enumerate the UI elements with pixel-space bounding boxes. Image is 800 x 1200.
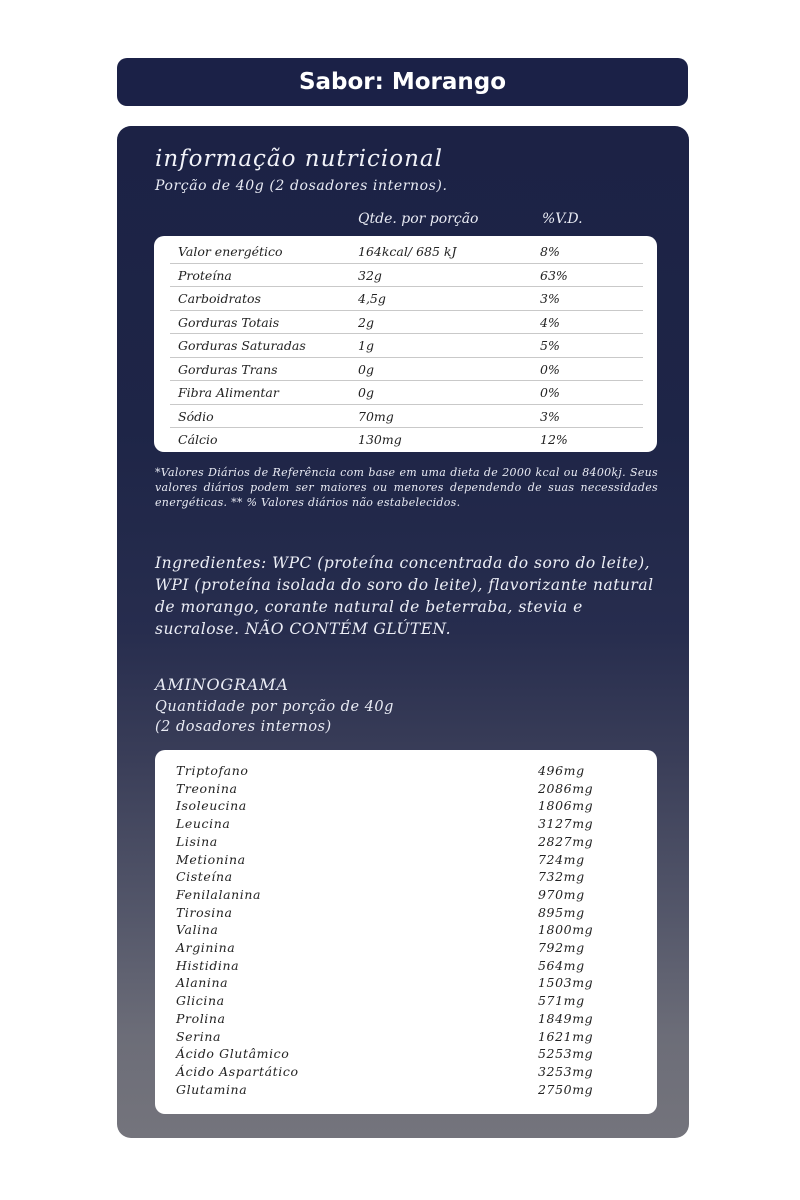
table-row [170, 357, 643, 382]
serving-size: Porção de 40g (2 dosadores internos). [155, 178, 448, 194]
nutrient-quantity: 2g [358, 314, 374, 330]
nutrient-name: Gorduras Saturadas [178, 338, 306, 353]
table-row [170, 263, 643, 288]
aminogram-table [155, 750, 657, 1114]
aminogram-subtitle-line: (2 dosadores internos) [155, 719, 332, 735]
amino-acid-value: 1806mg [538, 798, 594, 814]
nutrition-title: informação nutricional [155, 146, 443, 172]
table-row [170, 404, 643, 429]
nutrient-name: Cálcio [178, 432, 218, 447]
nutrient-daily-value: 3% [540, 291, 560, 306]
amino-acid-value: 724mg [538, 851, 585, 867]
table-row [170, 286, 643, 311]
aminogram-title: AMINOGRAMA [155, 675, 289, 694]
nutrient-name: Fibra Alimentar [178, 385, 279, 400]
table-row [176, 993, 636, 1011]
nutrition-panel [117, 126, 689, 1138]
table-row [176, 852, 636, 870]
aminogram-subtitle [155, 697, 394, 737]
amino-acid-name: Triptofano [176, 763, 249, 778]
nutrient-name: Sódio [178, 408, 214, 424]
flavor-label: Sabor: Morango [298, 69, 507, 95]
flavor-header [117, 58, 688, 106]
nutrient-name: Carboidratos [178, 291, 261, 306]
amino-acid-value: 2750mg [538, 1081, 594, 1097]
amino-acid-value: 3253mg [538, 1063, 594, 1079]
nutrient-quantity: 70mg [358, 408, 394, 424]
nutrient-name: Proteína [178, 267, 232, 283]
table-row [176, 922, 636, 940]
amino-acid-name: Cisteína [176, 869, 233, 885]
amino-acid-name: Glicina [176, 993, 225, 1009]
table-row [176, 798, 636, 816]
table-row [176, 1011, 636, 1029]
amino-acid-name: Leucina [176, 816, 231, 832]
table-row [176, 905, 636, 923]
nutrient-quantity: 4,5g [358, 291, 386, 306]
nutrient-daily-value: 0% [540, 361, 560, 377]
table-row [170, 427, 643, 451]
amino-acid-value: 3127mg [538, 816, 594, 832]
table-row [170, 310, 643, 335]
nutrient-daily-value: 12% [540, 432, 568, 447]
table-row [176, 781, 636, 799]
table-row [176, 816, 636, 834]
amino-acid-name: Ácido Aspartático [176, 1063, 299, 1079]
table-row [176, 1064, 636, 1082]
amino-acid-name: Lisina [176, 833, 218, 849]
nutrient-daily-value: 63% [540, 267, 568, 283]
nutrition-table [154, 236, 657, 452]
table-row [176, 1082, 636, 1100]
amino-acid-value: 564mg [538, 957, 585, 973]
ingredients-text: Ingredientes: WPC (proteína concentrada do soro do leite), WPI (proteína isolada do soro do leite), flavorizante natural de morango, corante natural de beterraba, stevia e sucralose. NÃO CONTÉM GLÚTEN. [155, 554, 654, 638]
nutrient-daily-value: 5% [540, 338, 560, 353]
amino-acid-value: 5253mg [538, 1046, 594, 1062]
nutrient-daily-value: 3% [540, 408, 560, 424]
amino-acid-name: Treonina [176, 780, 238, 796]
amino-acid-value: 1849mg [538, 1010, 594, 1026]
nutrient-quantity: 0g [358, 361, 374, 377]
amino-acid-value: 2827mg [538, 833, 594, 849]
table-row [176, 1029, 636, 1047]
amino-acid-name: Isoleucina [176, 798, 247, 814]
amino-acid-name: Ácido Glutâmico [176, 1046, 290, 1062]
nutrient-quantity: 0g [358, 385, 374, 400]
table-row [176, 763, 636, 781]
table-row [170, 333, 643, 358]
amino-acid-name: Arginina [176, 940, 236, 955]
amino-acid-name: Serina [176, 1028, 222, 1044]
aminogram-subtitle-line: Quantidade por porção de 40g [155, 699, 394, 715]
amino-acid-name: Valina [176, 922, 219, 938]
table-row [176, 940, 636, 958]
nutrient-daily-value: 8% [540, 244, 560, 259]
nutrient-name: Gorduras Trans [178, 361, 278, 377]
table-row [170, 380, 643, 405]
amino-acid-value: 895mg [538, 904, 585, 920]
amino-acid-value: 732mg [538, 869, 585, 885]
nutrient-name: Gorduras Totais [178, 314, 280, 330]
table-row [176, 869, 636, 887]
amino-acid-value: 1621mg [538, 1028, 594, 1044]
column-header-daily-value: %V.D. [542, 211, 583, 227]
nutrient-name: Valor energético [178, 244, 283, 259]
amino-acid-value: 792mg [538, 940, 585, 955]
amino-acid-name: Prolina [176, 1010, 226, 1026]
amino-acid-name: Fenilalanina [176, 886, 262, 902]
amino-acid-name: Histidina [176, 957, 240, 973]
nutrient-quantity: 1g [358, 338, 374, 353]
nutrient-quantity: 130mg [358, 432, 402, 447]
table-row [176, 1046, 636, 1064]
amino-acid-value: 1800mg [538, 922, 594, 938]
daily-value-footnote: *Valores Diários de Referência com base em uma dieta de 2000 kcal ou 8400kj. Seus valores diários podem ser maiores ou menores dependendo de suas necessidades energéticas. ** % Valores diários não estabelecidos. [155, 466, 658, 509]
table-row [176, 887, 636, 905]
amino-acid-name: Glutamina [176, 1081, 248, 1097]
amino-acid-name: Alanina [176, 975, 229, 991]
nutrient-quantity: 32g [358, 267, 382, 283]
amino-acid-value: 496mg [538, 763, 585, 778]
nutrient-quantity: 164kcal/ 685 kJ [358, 244, 457, 259]
amino-acid-name: Tirosina [176, 904, 233, 920]
amino-acid-value: 1503mg [538, 975, 594, 991]
amino-acid-value: 970mg [538, 886, 585, 902]
column-header-quantity: Qtde. por porção [358, 211, 479, 227]
nutrient-daily-value: 0% [540, 385, 560, 400]
table-row [176, 975, 636, 993]
table-row [176, 958, 636, 976]
amino-acid-value: 571mg [538, 993, 585, 1009]
table-row [170, 239, 643, 264]
table-row [176, 834, 636, 852]
amino-acid-name: Metionina [176, 851, 246, 867]
amino-acid-value: 2086mg [538, 780, 594, 796]
nutrient-daily-value: 4% [540, 314, 560, 330]
